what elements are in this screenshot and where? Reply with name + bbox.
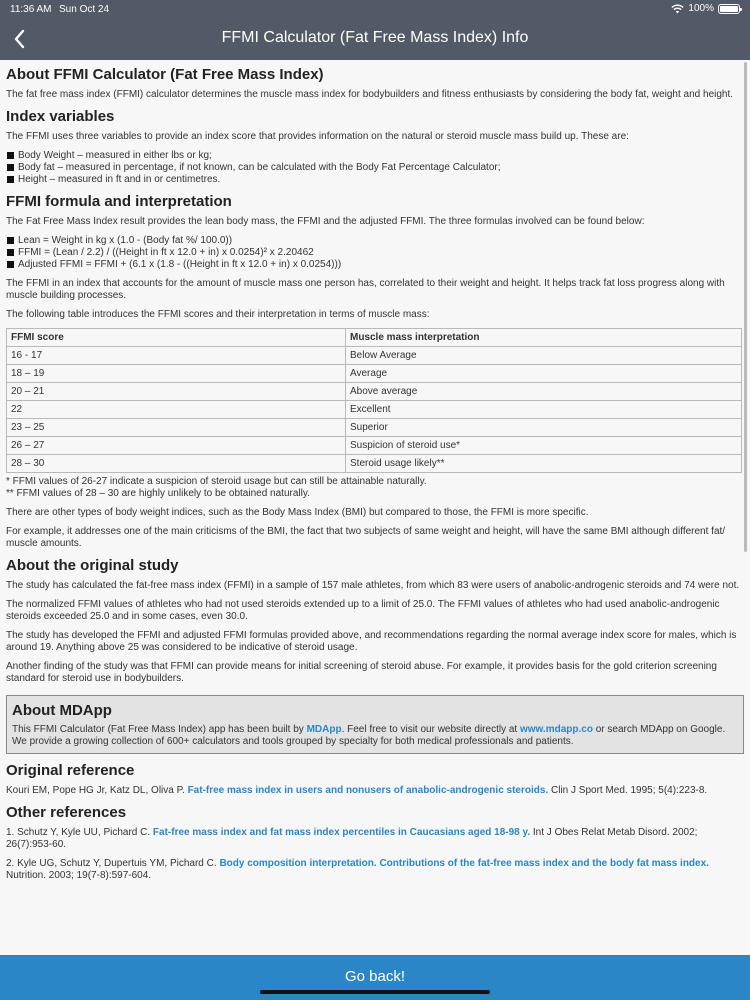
battery-icon (718, 4, 740, 14)
status-bar (0, 0, 750, 18)
list-item: Height – measured in ft and in or centimetres. (6, 174, 744, 186)
table-row (7, 437, 742, 455)
status-time: 11:36 AM (10, 4, 52, 15)
formula-heading: FFMI formula and interpretation (6, 193, 232, 210)
original-reference (6, 785, 744, 797)
table-cell: Average (346, 365, 742, 383)
reference-authors: 1. Schutz Y, Kyle UU, Pichard C. (6, 827, 153, 838)
home-indicator[interactable] (260, 990, 490, 994)
mdapp-text-part: This FFMI Calculator (Fat Free Mass Index) app has been built by (12, 724, 307, 735)
table-row (7, 383, 742, 401)
mdapp-text (12, 724, 738, 748)
table-cell: 18 – 19 (7, 365, 346, 383)
table-cell: Superior (346, 419, 742, 437)
status-right (671, 3, 740, 14)
table-row (7, 401, 742, 419)
table-cell: 16 - 17 (7, 347, 346, 365)
table-row (7, 347, 742, 365)
about-heading: About FFMI Calculator (Fat Free Mass Index) (6, 66, 324, 83)
mdapp-text-part: . Feel free to visit our website directly at (341, 724, 520, 735)
reference-link[interactable]: Fat-free mass index and fat mass index percentiles in Caucasians aged 18-98 y. (152, 827, 531, 838)
battery-percent: 100% (688, 3, 714, 14)
original-reference-heading: Original reference (6, 762, 135, 779)
table-cell: Excellent (346, 401, 742, 419)
formula-paragraph: The FFMI in an index that accounts for the amount of muscle mass one person has, correlated to their weight and height. It helps track fat loss progress along with muscle building processes. (6, 278, 725, 301)
list-item: Lean = Weight in kg x (1.0 - (Body fat %/ 100.0)) (6, 235, 744, 247)
mdapp-text-part: or search MDApp on Google. We provide a growing collection of 600+ calculators and tools grouped by specialty for both medical professionals and patients. (12, 724, 726, 747)
table-row (7, 455, 742, 473)
reference-journal: Int J Obes Relat Metab Disord. 2002; 26(7):953-60. (6, 827, 698, 850)
reference-link[interactable]: Body composition interpretation. Contributions of the fat-free mass index and the body fat mass index. (219, 858, 709, 869)
study-heading: About the original study (6, 557, 179, 574)
table-header: FFMI score (7, 329, 346, 347)
formula-table-intro: The following table introduces the FFMI scores and their interpretation in terms of muscle mass: (6, 309, 430, 320)
index-variables-list (6, 150, 744, 186)
list-item: Adjusted FFMI = FFMI + (6.1 x (1.8 - ((Height in ft x 12.0 + in) x 0.0254))) (6, 259, 744, 271)
table-cell: 20 – 21 (7, 383, 346, 401)
formula-list (6, 235, 744, 271)
study-paragraph: The study has calculated the fat-free mass index (FFMI) in a sample of 157 male athletes, from which 83 were users of anabolic-androgenic steroids and 74 were not. (6, 580, 740, 591)
table-note-2: ** FFMI values of 28 – 30 are highly unlikely to be obtained naturally. (6, 488, 310, 499)
table-cell: Steroid usage likely** (346, 455, 742, 473)
ffmi-table (6, 328, 742, 473)
study-paragraph: The study has developed the FFMI and adjusted FFMI formulas provided above, and recommendations regarding the normal average index score for males, which is around 19. Anything above 25 was considered to be indicative of steroid usage. (6, 630, 737, 653)
table-cell: 22 (7, 401, 346, 419)
formula-intro: The Fat Free Mass Index result provides the lean body mass, the FFMI and the adjusted FFMI. The three formulas involved can be found below: (6, 216, 645, 227)
reference-authors: Kouri EM, Pope HG Jr, Katz DL, Oliva P. (6, 785, 188, 796)
table-cell: Above average (346, 383, 742, 401)
bmi-comparison-text: There are other types of body weight indices, such as the Body Mass Index (BMI) but compared to those, the FFMI is more specific. (6, 507, 589, 518)
mdapp-box (6, 695, 744, 754)
info-content[interactable] (0, 60, 750, 955)
other-reference (6, 827, 744, 851)
table-cell: 23 – 25 (7, 419, 346, 437)
scrollbar[interactable] (744, 62, 747, 552)
list-item: FFMI = (Lean / 2.2) / ((Height in ft x 12.0 + in) x 0.0254)² x 2.20462 (6, 247, 744, 259)
reference-journal: Clin J Sport Med. 1995; 5(4):223-8. (548, 785, 708, 796)
reference-link[interactable]: Fat-free mass index in users and nonusers of anabolic-androgenic steroids. (187, 785, 549, 796)
table-note-1: * FFMI values of 26-27 indicate a suspicion of steroid usage but can still be attainable naturally. (6, 476, 427, 487)
study-paragraph: The normalized FFMI values of athletes who had not used steroids extended up to a limit of 25.0. The FFMI values of athletes who had used anabolic-androgenic steroids exceeded 25.0 and in some cases, even 30.0. (6, 599, 720, 622)
table-row (7, 365, 742, 383)
bmi-criticism-text: For example, it addresses one of the main criticisms of the BMI, the fact that two subjects of same weight and height, will have the same BMI although different fat/ muscle amounts. (6, 526, 726, 549)
other-references-heading: Other references (6, 804, 127, 821)
nav-bar (0, 18, 750, 60)
about-text: The fat free mass index (FFMI) calculator determines the muscle mass index for bodybuilders and fitness enthusiasts by considering the body fat, weight and height. (6, 89, 734, 100)
reference-authors: 2. Kyle UG, Schutz Y, Dupertuis YM, Pichard C. (6, 858, 220, 869)
other-reference (6, 858, 744, 882)
website-link[interactable]: www.mdapp.co (519, 724, 593, 735)
index-variables-heading: Index variables (6, 108, 115, 125)
mdapp-heading: About MDApp (12, 702, 112, 719)
page-title: FFMI Calculator (Fat Free Mass Index) Info (221, 29, 529, 46)
table-header-row (7, 329, 742, 347)
mdapp-link[interactable]: MDApp (306, 724, 342, 735)
table-cell: Suspicion of steroid use* (346, 437, 742, 455)
status-date: Sun Oct 24 (59, 4, 110, 15)
table-header: Muscle mass interpretation (346, 329, 742, 347)
table-row (7, 419, 742, 437)
wifi-icon (671, 4, 684, 14)
list-item: Body Weight – measured in either lbs or kg; (6, 150, 744, 162)
table-cell: 28 – 30 (7, 455, 346, 473)
table-cell: Below Average (346, 347, 742, 365)
table-cell: 26 – 27 (7, 437, 346, 455)
go-back-button[interactable]: Go back! (0, 955, 750, 1000)
list-item: Body fat – measured in percentage, if not known, can be calculated with the Body Fat Percentage Calculator; (6, 162, 744, 174)
index-variables-intro: The FFMI uses three variables to provide an index score that provides information on the natural or steroid muscle mass build up. These are: (6, 131, 629, 142)
reference-journal: Nutrition. 2003; 19(7-8):597-604. (6, 870, 152, 881)
study-paragraph: Another finding of the study was that FFMI can provide means for initial screening of steroid abuse. For example, it provides basis for the gold criterion screening standard for steroid use in bodybuilders. (6, 661, 717, 684)
